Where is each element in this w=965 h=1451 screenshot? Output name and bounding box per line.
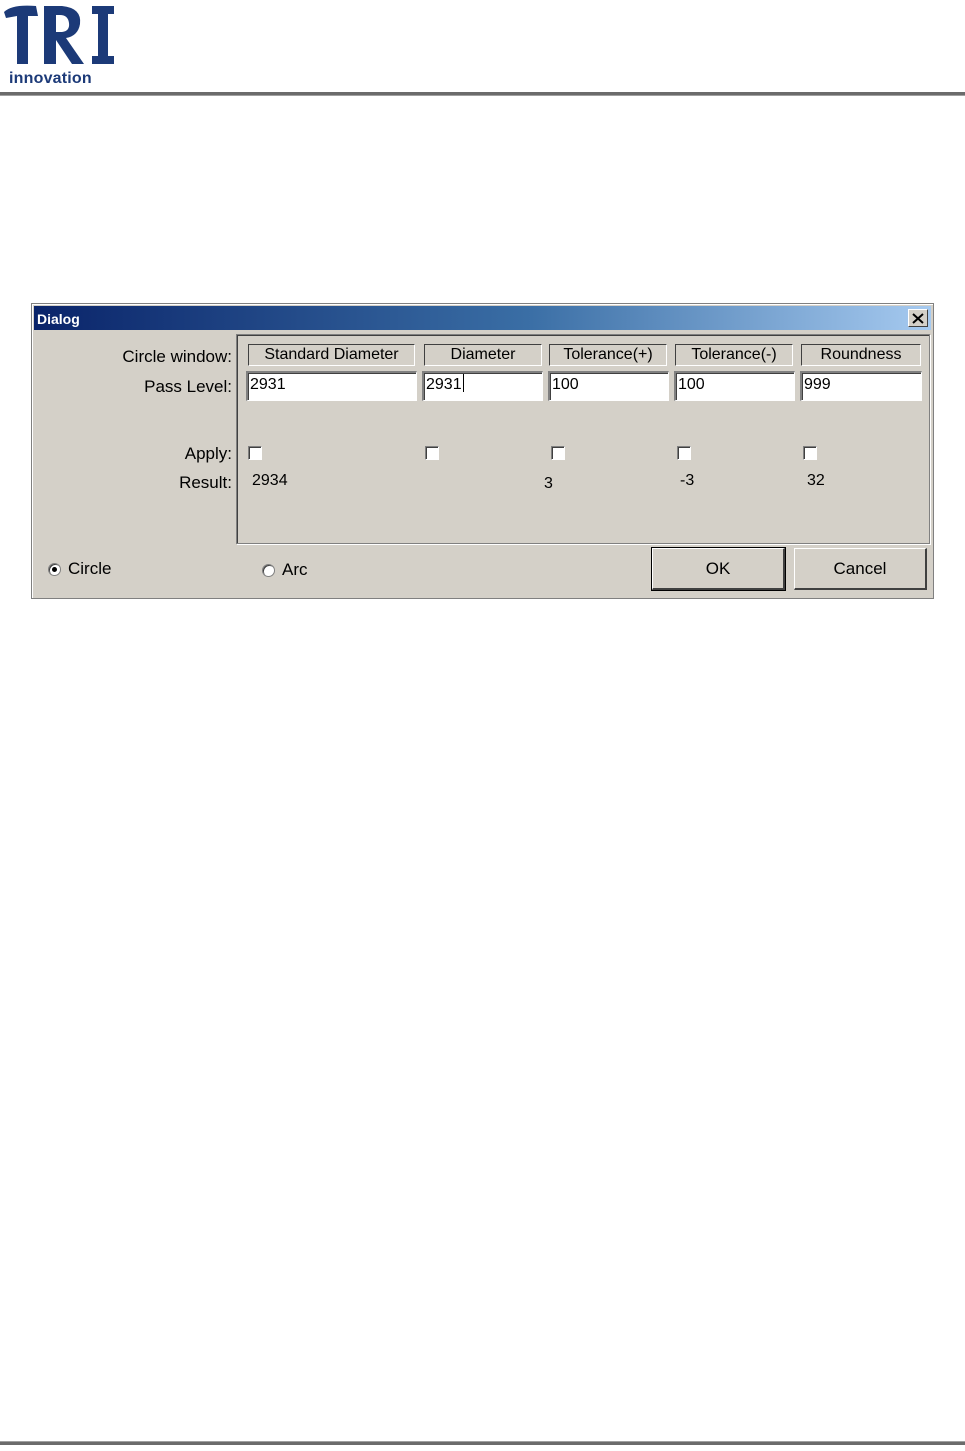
apply-label: Apply: — [184, 444, 232, 463]
arc-radio-label: Arc — [282, 560, 308, 579]
pass-level-roundness-value: 999 — [804, 376, 831, 393]
result-roundness: 32 — [807, 472, 825, 489]
apply-standard-diameter-checkbox[interactable] — [248, 446, 262, 460]
header-roundness: Roundness — [801, 344, 921, 366]
apply-roundness-checkbox[interactable] — [803, 446, 817, 460]
dialog-title: Dialog — [37, 311, 80, 327]
pass-level-standard-diameter-input[interactable] — [246, 371, 417, 401]
tri-innovation-logo — [2, 2, 120, 90]
header-divider — [0, 92, 965, 96]
circle-radio[interactable] — [48, 563, 61, 576]
arc-radio-option[interactable] — [262, 560, 308, 580]
result-standard-diameter: 2934 — [252, 472, 288, 489]
header-diameter: Diameter — [424, 344, 542, 366]
header-standard-diameter: Standard Diameter — [248, 344, 415, 366]
pass-level-tolerance-minus-value: 100 — [678, 376, 705, 393]
arc-radio[interactable] — [262, 564, 275, 577]
close-button[interactable] — [908, 309, 928, 327]
apply-tolerance-plus-checkbox[interactable] — [551, 446, 565, 460]
text-caret — [463, 374, 464, 392]
dialog-window — [31, 303, 934, 599]
dialog-titlebar[interactable] — [34, 306, 931, 330]
pass-level-tolerance-plus-input[interactable] — [548, 371, 669, 401]
logo-tagline: innovation — [9, 70, 92, 87]
pass-level-standard-diameter-value: 2931 — [250, 376, 286, 393]
circle-radio-option[interactable] — [48, 559, 111, 579]
cancel-button[interactable]: Cancel — [794, 548, 927, 590]
pass-level-diameter-value: 2931 — [426, 376, 462, 393]
circle-radio-label: Circle — [68, 559, 112, 578]
result-tolerance-plus: 3 — [544, 475, 553, 492]
circle-window-label: Circle window: — [122, 347, 232, 366]
result-label: Result: — [179, 473, 232, 492]
footer-divider — [0, 1441, 965, 1445]
pass-level-tolerance-minus-input[interactable] — [674, 371, 795, 401]
pass-level-diameter-input[interactable] — [422, 371, 543, 401]
close-icon — [912, 313, 924, 324]
result-tolerance-minus: -3 — [680, 472, 695, 489]
apply-tolerance-minus-checkbox[interactable] — [677, 446, 691, 460]
header-tolerance-minus: Tolerance(-) — [675, 344, 793, 366]
pass-level-tolerance-plus-value: 100 — [552, 376, 579, 393]
tri-logo-mark — [2, 2, 120, 70]
apply-diameter-checkbox[interactable] — [425, 446, 439, 460]
pass-level-roundness-input[interactable] — [800, 371, 922, 401]
header-tolerance-plus: Tolerance(+) — [549, 344, 667, 366]
pass-level-label: Pass Level: — [144, 377, 232, 396]
ok-button[interactable]: OK — [652, 548, 785, 590]
